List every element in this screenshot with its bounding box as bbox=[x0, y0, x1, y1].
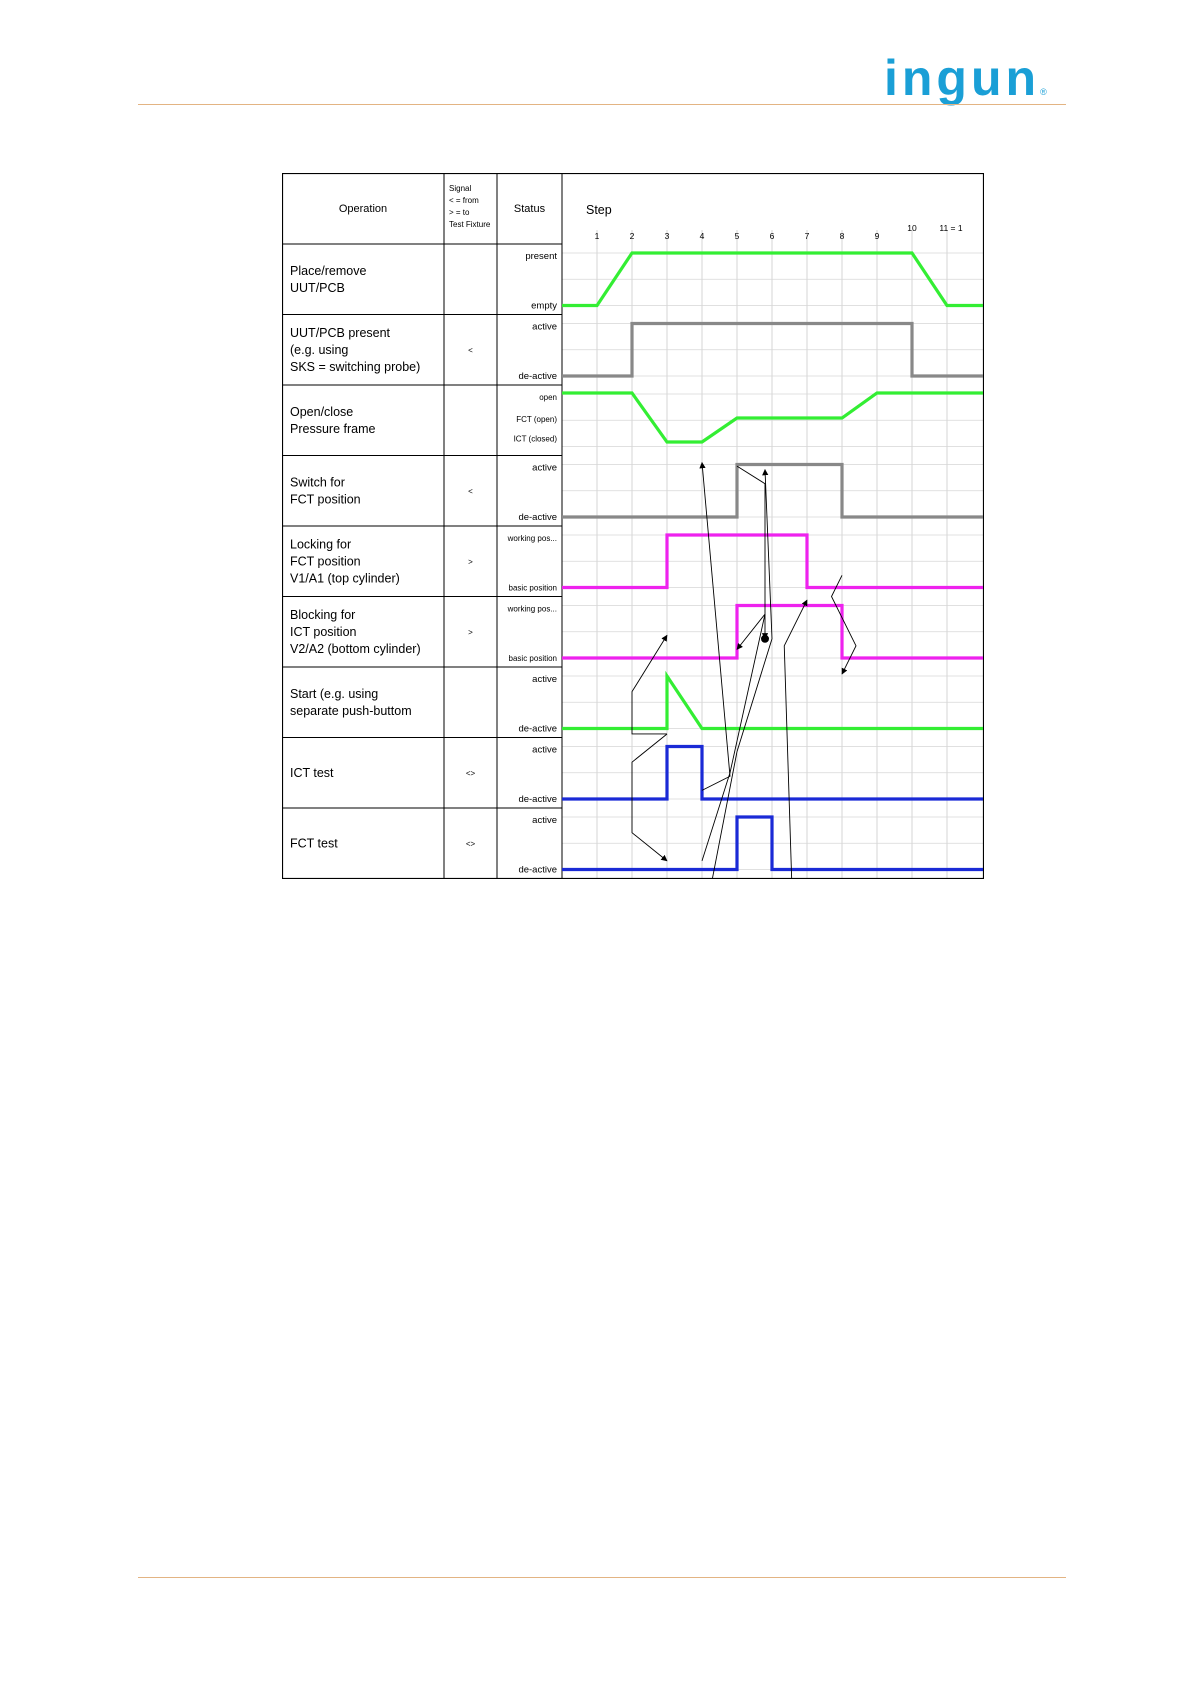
status-high-label: active bbox=[532, 462, 557, 474]
operation-label: separate push-buttom bbox=[290, 703, 412, 718]
dependency-arrow bbox=[772, 600, 807, 879]
header-status: Status bbox=[513, 203, 546, 215]
status-low-label: empty bbox=[531, 300, 557, 312]
junction-dot bbox=[761, 635, 769, 643]
operation-label: Open/close bbox=[290, 404, 354, 419]
status-low-label: de-active bbox=[518, 723, 557, 735]
status-high-label: active bbox=[532, 674, 557, 685]
operation-label: Start (e.g. using bbox=[290, 686, 379, 701]
step-tick-label: 8 bbox=[839, 231, 845, 241]
operation-label: FCT position bbox=[290, 554, 361, 569]
status-low-label: de-active bbox=[518, 512, 557, 523]
step-tick-label: 7 bbox=[804, 231, 810, 241]
timing-diagram bbox=[282, 173, 984, 879]
operation-label: Locking for bbox=[290, 537, 352, 552]
operation-label: Switch for bbox=[290, 475, 345, 490]
status-low-label: basic position bbox=[508, 654, 557, 663]
operation-label: ICT position bbox=[290, 624, 357, 639]
dependency-arrow bbox=[737, 466, 765, 639]
step-tick-label: 6 bbox=[769, 231, 775, 241]
status-high-label: active bbox=[532, 744, 557, 756]
status-low-label: basic position bbox=[508, 583, 557, 593]
status-low-label: de-active bbox=[518, 794, 557, 805]
status-mid-label: FCT (open) bbox=[516, 415, 557, 424]
signal-direction: <> bbox=[465, 768, 476, 778]
ingun-logo: ingun® bbox=[884, 50, 1047, 106]
status-high-label: active bbox=[532, 815, 557, 826]
header-rule bbox=[138, 104, 1066, 105]
status-low-label: de-active bbox=[518, 371, 557, 382]
step-tick-label: 3 bbox=[664, 231, 670, 241]
status-high-label: working pos... bbox=[507, 534, 557, 543]
operation-label: SKS = switching probe) bbox=[290, 359, 421, 374]
operation-label: V1/A1 (top cylinder) bbox=[290, 571, 400, 586]
header-signal-line: Signal bbox=[449, 184, 472, 193]
signal-direction: > bbox=[468, 557, 473, 567]
step-tick-label: 5 bbox=[734, 231, 740, 241]
signal-direction: < bbox=[468, 486, 473, 496]
signal-direction: < bbox=[468, 345, 473, 355]
signal-direction: <> bbox=[465, 839, 476, 849]
status-high-label: open bbox=[539, 393, 557, 402]
footer-rule bbox=[138, 1577, 1066, 1578]
dependency-arrow bbox=[702, 463, 730, 791]
operation-label: Blocking for bbox=[290, 607, 356, 622]
dependency-arrow bbox=[702, 614, 765, 861]
header-signal-line: > = to bbox=[449, 208, 470, 217]
operation-label: FCT test bbox=[290, 836, 338, 851]
status-low-label: de-active bbox=[518, 864, 557, 876]
step-tick-label: 11 = 1 bbox=[939, 223, 963, 233]
status-low-label: ICT (closed) bbox=[513, 434, 557, 444]
status-high-label: active bbox=[532, 321, 557, 333]
header-signal-line: Test Fixture bbox=[449, 220, 491, 229]
operation-label: Place/remove bbox=[290, 263, 367, 278]
step-tick-label: 4 bbox=[699, 231, 705, 241]
operation-label: UUT/PCB present bbox=[290, 325, 391, 340]
step-tick-label: 1 bbox=[594, 231, 600, 241]
operation-label: (e.g. using bbox=[290, 342, 349, 357]
operation-label: Pressure frame bbox=[290, 421, 376, 436]
header-signal-line: < = from bbox=[449, 196, 479, 205]
header-operation: Operation bbox=[338, 203, 388, 215]
step-tick-label: 9 bbox=[874, 231, 880, 241]
status-high-label: working pos... bbox=[507, 604, 557, 614]
status-high-label: present bbox=[525, 251, 557, 262]
dependency-arrow bbox=[632, 635, 667, 734]
operation-label: ICT test bbox=[290, 765, 334, 780]
step-tick-label: 2 bbox=[629, 231, 635, 241]
operation-label: V2/A2 (bottom cylinder) bbox=[290, 641, 421, 656]
header-step: Step bbox=[586, 203, 612, 217]
signal-trace bbox=[562, 393, 983, 442]
signal-direction: > bbox=[468, 627, 473, 637]
step-tick-label: 10 bbox=[907, 223, 917, 233]
operation-label: UUT/PCB bbox=[290, 280, 345, 295]
operation-label: FCT position bbox=[290, 492, 361, 507]
